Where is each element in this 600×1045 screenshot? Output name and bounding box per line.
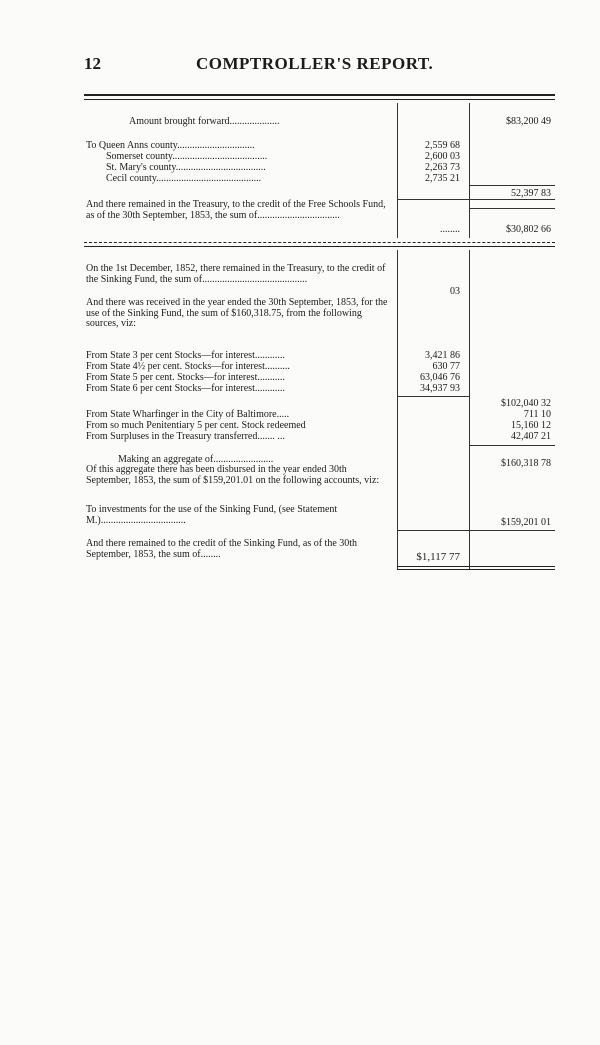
page-number: 12 [84,54,101,73]
column-divider [397,103,398,238]
stock-row-amount: 3,421 86 [425,350,460,361]
page-title: COMPTROLLER'S REPORT. [196,54,434,73]
sinking-para2: And there was received in the year ended the 30th September, 1853, for the use of the Sinking Fund, the sum of $160,318.75, from the following sources, viz: [86,297,388,330]
sinking-para1: On the 1st December, 1852, there remained in the Treasury, to the credit of the Sinking Fund, the sum of.......................................... [86,263,386,285]
subtotal-rule [469,445,555,446]
source-row-amount: 15,160 12 [511,420,551,431]
final-text: And there remained to the credit of the Sinking Fund, as of the 30th September, 1853, the sum of........ [86,538,358,560]
source-row-label: From State Wharfinger in the City of Baltimore..... [86,409,290,420]
stock-row-label: From State 6 per cent Stocks—for interest............ [86,383,285,394]
source-row-amount: 42,407 21 [511,431,551,442]
brought-forward-label: Amount brought forward.................... [129,116,280,127]
stock-row-label: From State 4½ per cent. Stocks—for interest.......... [86,361,290,372]
column-divider [397,250,398,570]
section-rule [397,199,555,200]
stock-row-amount: 63,046 76 [420,372,460,383]
column-divider [469,103,470,238]
aggregate-total: $160,318 78 [501,458,551,469]
bottom-rule-thin [397,569,555,570]
source-row-label: From so much Penitentiary 5 per cent. Stock redeemed [86,420,306,431]
source-row-amount: 711 10 [523,409,551,420]
sinking-para1-amount: 03 [450,286,460,297]
bottom-rule [397,566,555,567]
county-row-label: To Queen Anns county............................... [86,140,255,151]
stock-row-label: From State 3 per cent Stocks—for interest............ [86,350,285,361]
column-divider [469,250,470,570]
stocks-total: $102,040 32 [501,398,551,409]
county-row-label: Somerset county...................................... [106,151,268,162]
final-amount: $1,117 77 [416,551,460,563]
subtotal-rule [397,396,469,397]
county-row-label: Cecil county.......................................... [106,173,262,184]
county-row-amount: 2,263 73 [425,162,460,173]
remained-dots: ........ [440,224,460,235]
disbursed-text: Of this aggregate there has been disbursed in the year ended 30th September, 1853, the sum of $159,201.01 on the following accounts, viz: [86,464,380,486]
counties-total: 52,397 83 [511,188,551,199]
top-rule-thin [84,99,555,100]
remained-total: $30,802 66 [506,224,551,235]
county-row-amount: 2,559 68 [425,140,460,151]
stock-row-label: From State 5 per cent. Stocks—for interest........... [86,372,285,383]
subtotal-rule [469,185,555,186]
investments-text: To investments for the use of the Sinking Fund, (see Statement M.).................................. [86,504,338,526]
investments-total: $159,201 01 [501,517,551,528]
brought-forward-total: $83,200 49 [506,116,551,127]
remained-text: And there remained in the Treasury, to the credit of the Free Schools Fund, as of the 30th September, 1853, the sum of................................. [86,199,386,221]
stock-row-amount: 630 77 [432,361,460,372]
county-row-label: St. Mary's county.................................... [106,162,266,173]
aggregate-label: Making an aggregate of........................ [118,454,274,465]
section-rule [397,530,555,531]
county-row-amount: 2,735 21 [425,173,460,184]
source-row-label: From Surpluses in the Treasury transferred....... ... [86,431,285,442]
county-row-amount: 2,600 03 [425,151,460,162]
stock-row-amount: 34,937 93 [420,383,460,394]
section-divider [84,242,555,243]
top-rule [84,94,555,96]
total-rule [469,208,555,209]
section-divider-thin [84,246,555,247]
